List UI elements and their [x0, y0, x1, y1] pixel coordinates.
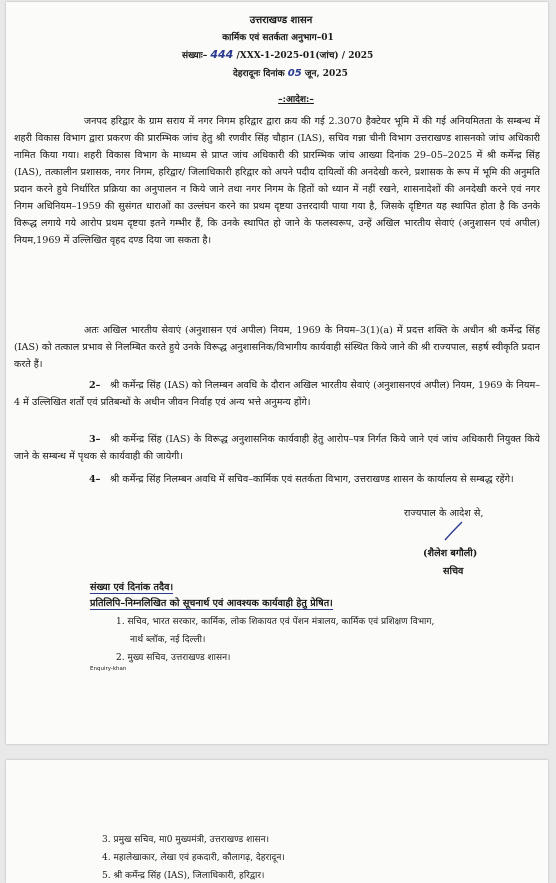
- copy-item-1-continued: नार्थ ब्लॉक, नई दिल्ली।: [130, 635, 206, 645]
- date-prefix: देहरादूनः दिनांक: [233, 69, 285, 79]
- govt-heading: उत्तराखण्ड शासन: [249, 15, 313, 26]
- signature-mark: [442, 520, 466, 542]
- document-page-2: [6, 760, 548, 883]
- copy-item-4: 4. महालेखाकार, लेखा एवं हकदारी, कौलागढ़, देहरादून।: [102, 853, 285, 863]
- signatory-name: (शैलेश बगौली): [423, 548, 478, 559]
- copy-item-1: 1. सचिव, भारत सरकार, कार्मिक, लोक शिकायत एवं पेंशन मंत्रालय, कार्मिक एवं प्रशिक्षण विभाग,: [116, 617, 435, 627]
- ref-number-handwritten: 444: [210, 48, 234, 61]
- order-title: –:आदेश:–: [278, 95, 314, 105]
- copy-item-5: 5. श्री कर्मेन्द्र सिंह (IAS), जिलाधिकारी, हरिद्वार।: [102, 871, 265, 881]
- signature-by-order: राज्यपाल के आदेश से,: [404, 508, 484, 519]
- signatory-title: सचिव: [443, 566, 464, 577]
- dept-heading: कार्मिक एवं सतर्कता अनुभाग–01: [222, 33, 334, 43]
- paragraph-5-number: 4–: [89, 474, 101, 485]
- footer-note: Enquiry-khan: [90, 666, 127, 672]
- paragraph-4-number: 3–: [89, 434, 101, 445]
- paragraph-5: श्री कर्मेन्द्र सिंह निलम्बन अवधि में सचिव–कार्मिक एवं सतर्कता विभाग, उत्तराखण्ड शासन के कार्यालय से सम्बद्ध रहेंगे।: [110, 474, 514, 485]
- paragraph-2: अतः अखिल भारतीय सेवाएं (अनुशासन एवं अपील) नियम, 1969 के नियम–3(1)(a) में प्रदत्त शक्ति के अधीन श्री कर्मेन्द्र सिंह (IAS) को तत्काल प्रभाव से निलम्बित करते हुये उनके विरूद्ध अनुशासनिक/विभागीय कार्यवाही संस्थित किये जाने की श्री राज्यपाल, सहर्ष स्वीकृति प्रदान करते हैं।: [14, 325, 540, 370]
- date-day-handwritten: 05: [287, 68, 302, 79]
- copy-intro: प्रतिलिपि–निम्नलिखित को सूचनार्थ एवं आवश्यक कार्यवाही हेतु प्रेषित।: [90, 598, 333, 609]
- ref-suffix: /XXX-1-2025-01(जांच) / 2025: [236, 51, 374, 61]
- date-suffix: जून, 2025: [304, 69, 348, 79]
- issue-date: [233, 66, 348, 79]
- copy-reference: संख्या एवं दिनांक तदैव।: [90, 582, 174, 593]
- reference-number: [182, 48, 373, 61]
- document-page-1: [6, 2, 548, 744]
- paragraph-3-number: 2–: [89, 380, 101, 391]
- paragraph-4: श्री कर्मेन्द्र सिंह (IAS) के विरूद्ध अनुशासनिक कार्यवाही हेतु आरोप–पत्र निर्गत किये जाने एवं जांच अधिकारी नियुक्त किये जाने के सम्बन्ध में पृथक से कार्यवाही की जायेगी।: [14, 434, 540, 462]
- ref-prefix: संख्याः–: [182, 51, 208, 61]
- paragraph-1: जनपद हरिद्वार के ग्राम सराय में नगर निगम हरिद्वार द्वारा क्रय की गई 2.3070 हैक्टेयर भूमि में की गई अनियमितता के सम्बन्ध में शहरी विकास विभाग द्वारा प्रकरण की प्रारम्भिक जांच हेतु श्री रणवीर सिंह चौहान (IAS), सचिव गन्ना चीनी विभाग उत्तराखण्ड शासनको जांच अधिकारी नामित किया गया। शहरी विकास विभाग के माध्यम से प्राप्त जांच अधिकारी की प्रारम्भिक जांच आख्या दिनांक 29–05–2025 में श्री कर्मेन्द्र सिंह (IAS), तत्कालीन प्रशासक, नगर निगम, हरिद्वार/ जिलाधिकारी हरिद्वार को अपने पदीय दायित्वों की अनदेखी करने, प्रशासक के रूप में भूमि की अनुमति प्रदान करने हुये निर्धारित प्रक्रिया का अनुपालन न किये जाने तथा नगर निगम के हितों को ध्यान में नहीं रखने, शासनादेशों की अनदेखी करने एवं नगर निगम अधिनियम–1959 की सुसंगत धाराओं का उल्लंघन करने का प्रथम दृष्टया उत्तरदायी पाया गया है, जिसके दृष्टिगत यह स्थापित होता है कि उनके विरूद्ध लगाये गये आरोप प्रथम दृष्टया इतने गम्भीर हैं, कि उनके स्थापित हो जाने के फलस्वरूप, उन्हें अखिल भारतीय सेवाएं (अनुशासन एवं अपील) नियम,1969 में उल्लिखित वृहद दण्ड दिया जा सकता है।: [14, 116, 540, 246]
- paragraph-3: श्री कर्मेन्द्र सिंह (IAS) को निलम्बन अवधि के दौरान अखिल भारतीय सेवाएं (अनुशासनएवं अपील) नियम, 1969 के नियम–4 में उल्लिखित शर्तों एवं प्रतिबन्धों के अधीन जीवन निर्वाह एवं अन्य भत्ते अनुमन्य होंगे।: [14, 380, 540, 408]
- copy-item-2: 2. मुख्य सचिव, उत्तराखण्ड शासन।: [116, 653, 231, 663]
- copy-item-3: 3. प्रमुख सचिव, मा0 मुख्यमंत्री, उत्तराखण्ड शासन।: [102, 835, 270, 845]
